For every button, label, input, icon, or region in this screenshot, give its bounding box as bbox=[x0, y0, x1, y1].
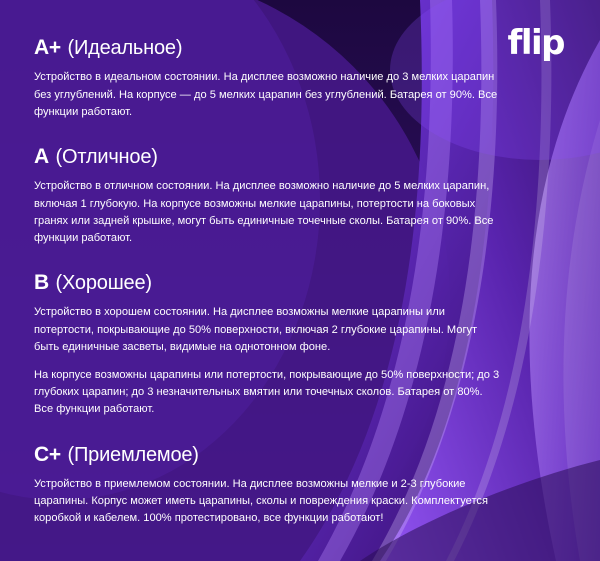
grade-code: A bbox=[34, 144, 49, 168]
grade-name: (Отличное) bbox=[55, 145, 158, 168]
grade-code: A+ bbox=[34, 36, 61, 59]
grade-code: B bbox=[34, 271, 49, 295]
grade-code: C+ bbox=[34, 442, 61, 466]
grade-description: Устройство в идеальном состоянии. На дисплее возможно наличие до 3 мелких царапин без углублений. На корпусе — до 5 мелких царапин без углублений. Батарея от 90%. Все функции работают. bbox=[34, 71, 498, 118]
grade-description-secondary: На корпусе возможны царапины или потертости, покрывающие до 50% поверхности; до 3 глубоких царапин; до 3 незначительных вмятин или точечных сколов. Батарея от 80%. Все функции работают. bbox=[34, 369, 500, 416]
grade-section-a-plus bbox=[34, 34, 566, 121]
grade-heading bbox=[34, 143, 566, 169]
grade-heading bbox=[34, 34, 566, 60]
grade-description: Устройство в приемлемом состоянии. На дисплее возможны мелкие и 2-3 глубокие царапины. Корпус может иметь царапины, сколы и повреждения краски. Комплектуется коробкой и кабелем. 100% протестировано, все функции работают! bbox=[34, 478, 488, 525]
grade-section-a bbox=[34, 143, 566, 247]
brand-logo: flip bbox=[507, 23, 564, 63]
grade-section-b bbox=[34, 269, 566, 419]
grade-section-c-plus bbox=[34, 441, 566, 528]
grade-description: Устройство в отличном состоянии. На дисплее возможно наличие до 5 мелких царапин, включая 1 глубокую. На корпусе возможны мелкие царапины, потертости на боковых гранях или задней крышке, могут быть единичные точечные сколы. Батарея от 90%. Все функции работают. bbox=[34, 180, 494, 244]
grade-name: (Идеальное) bbox=[67, 37, 183, 59]
grade-description: Устройство в хорошем состоянии. На дисплее возможны мелкие царапины или потертости, покрывающие до 50% поверхности, включая 2 глубокие царапины. Могут быть единичные засветы, видимые на однотонном фоне. bbox=[34, 306, 478, 353]
grade-name: (Хорошее) bbox=[55, 272, 152, 295]
grade-heading bbox=[34, 269, 566, 295]
grade-heading bbox=[34, 441, 566, 467]
grade-name: (Приемлемое) bbox=[67, 443, 199, 466]
